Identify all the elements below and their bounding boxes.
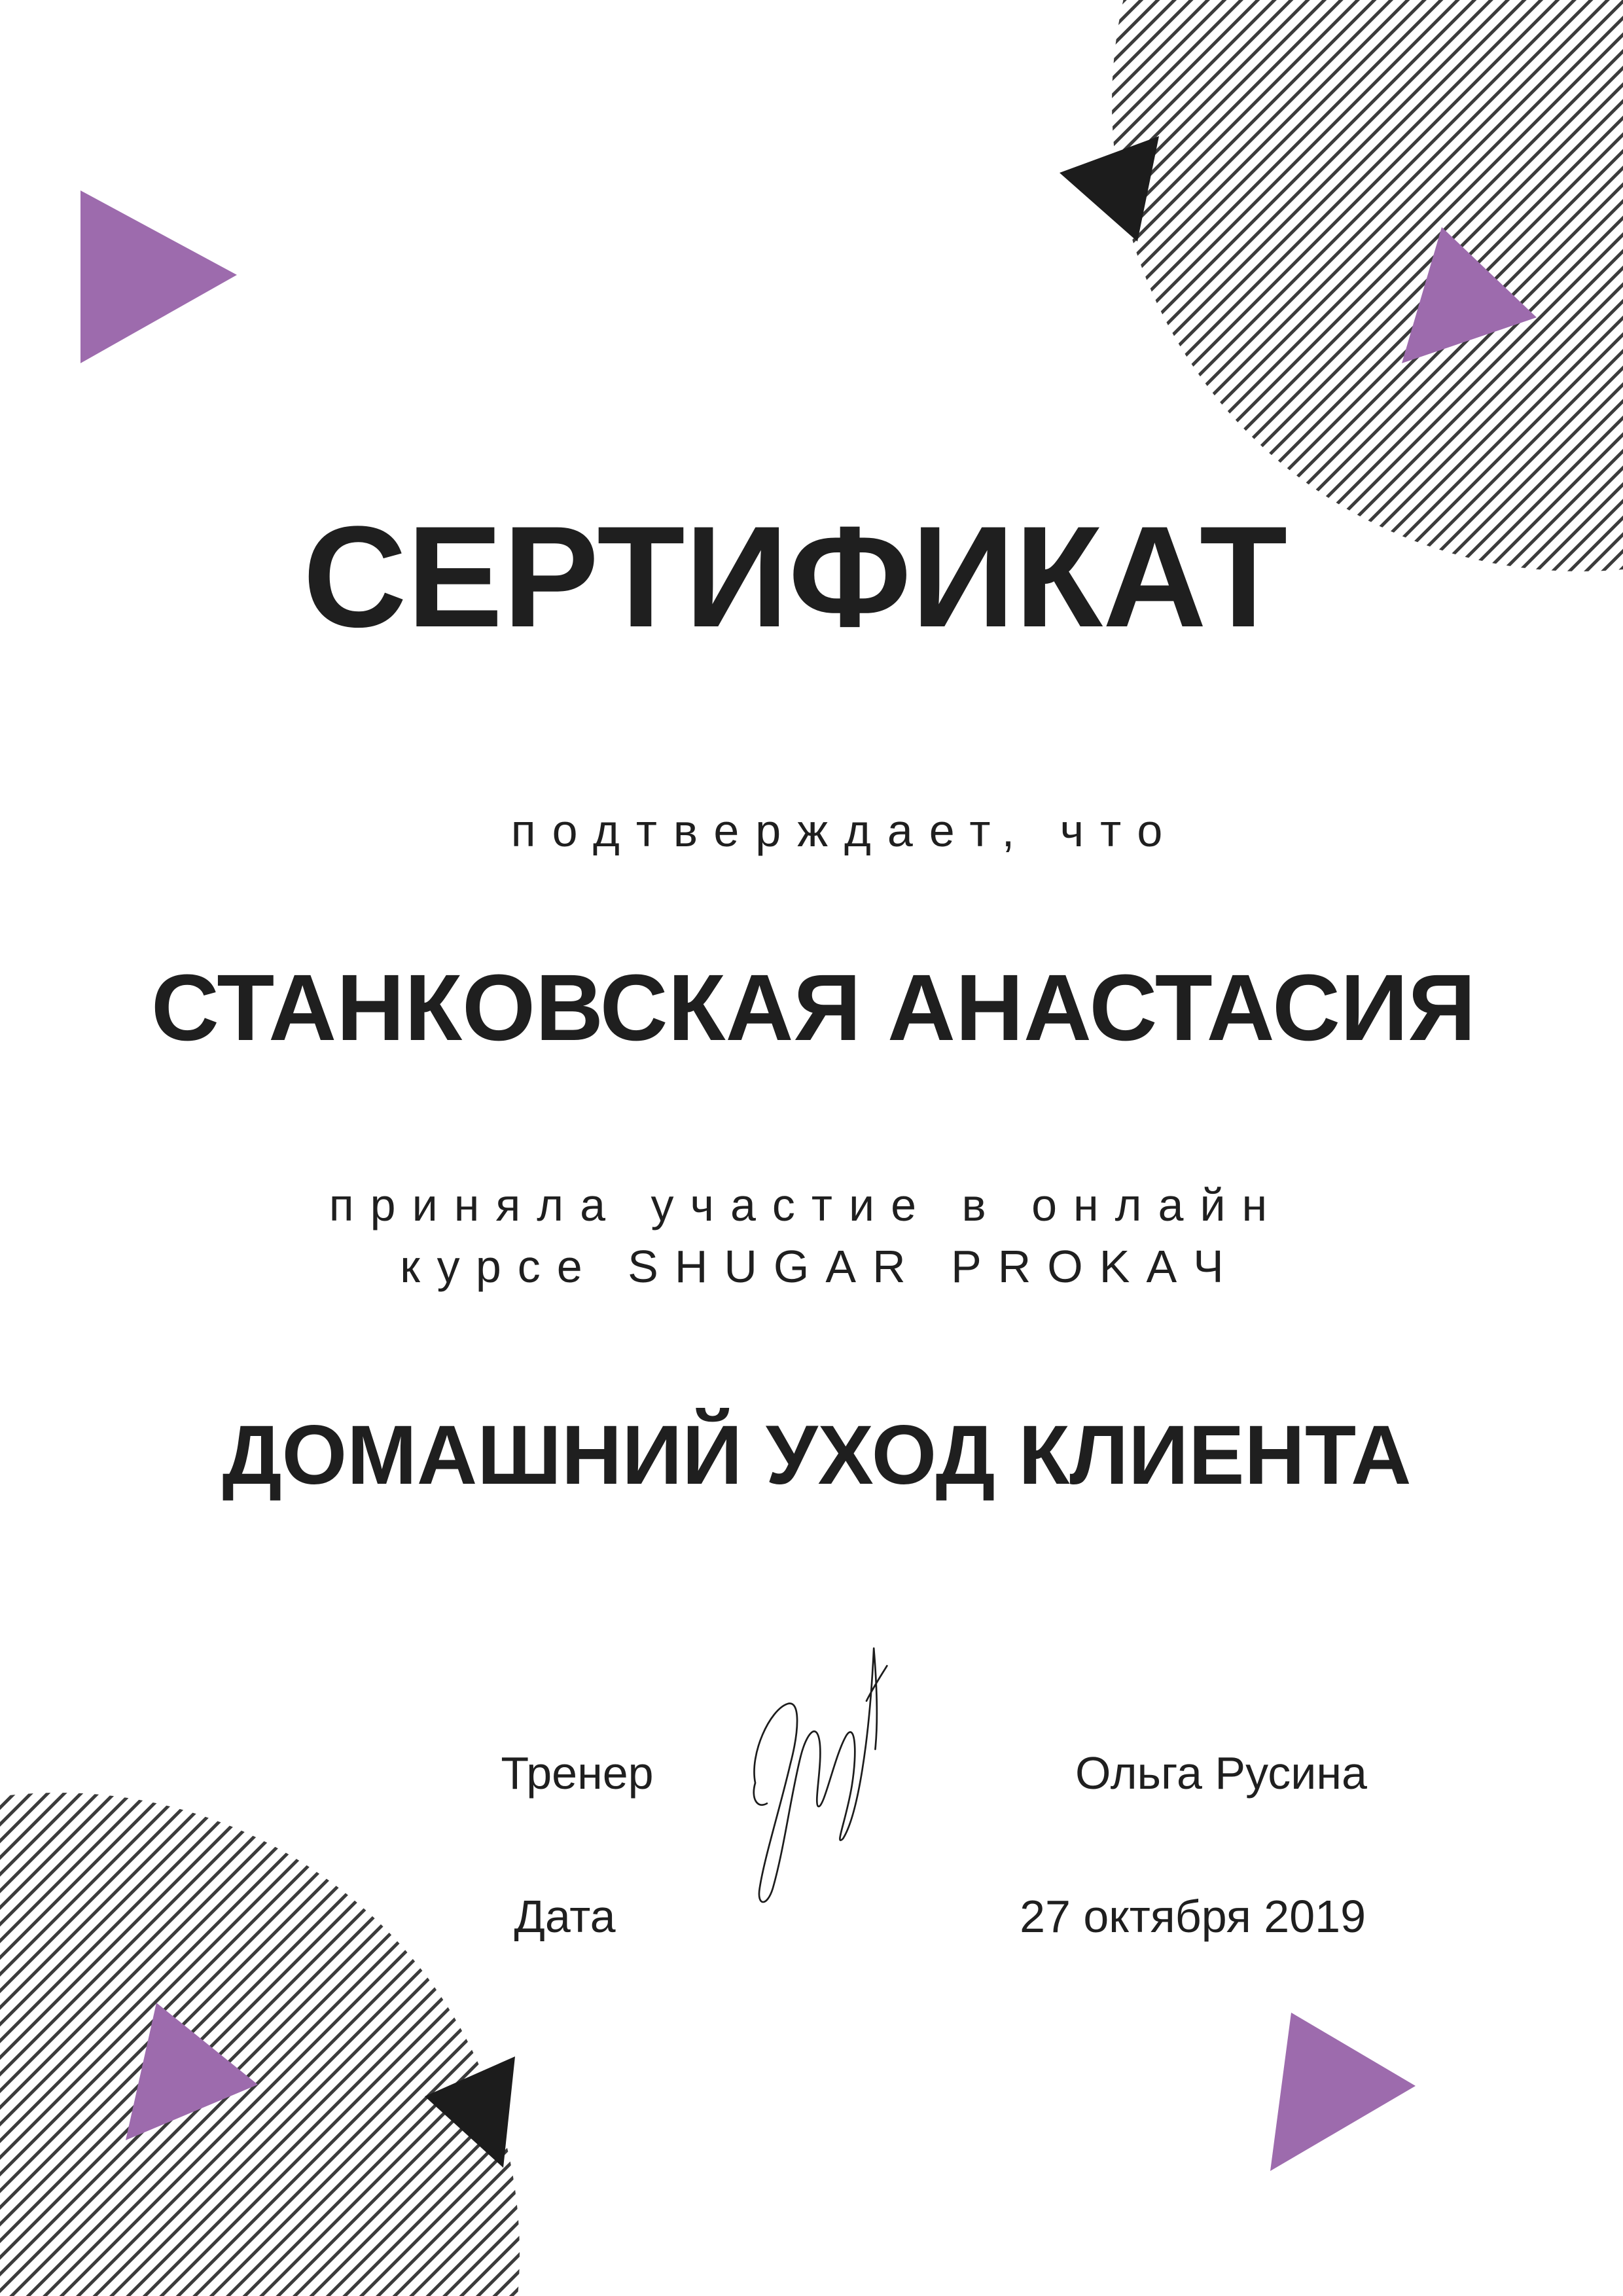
participation-text-line-1: приняла участие в онлайн	[329, 1179, 1284, 1230]
participation-text-line-2: курсе SHUGAR PROKAЧ	[400, 1241, 1240, 1292]
date-value: 27 октября 2019	[1020, 1891, 1366, 1942]
date-label: Дата	[514, 1891, 616, 1942]
trainer-name: Ольга Русина	[1075, 1748, 1367, 1799]
purple-triangle-bottom-right	[1270, 2013, 1416, 2171]
signature	[754, 1648, 887, 1902]
course-title: ДОМАШНИЙ УХОД КЛИЕНТА	[222, 1408, 1412, 1502]
hatched-circle-bottom-left	[0, 1793, 520, 2296]
hatched-circle-top-right	[1112, 0, 1623, 571]
purple-triangle-top-left	[80, 190, 237, 363]
certificate-title: СЕРТИФИКАТ	[302, 496, 1288, 657]
confirmation-text: подтверждает, что	[510, 805, 1179, 856]
recipient-name: СТАНКОВСКАЯ АНАСТАСИЯ	[151, 955, 1476, 1060]
trainer-label: Тренер	[501, 1748, 654, 1799]
